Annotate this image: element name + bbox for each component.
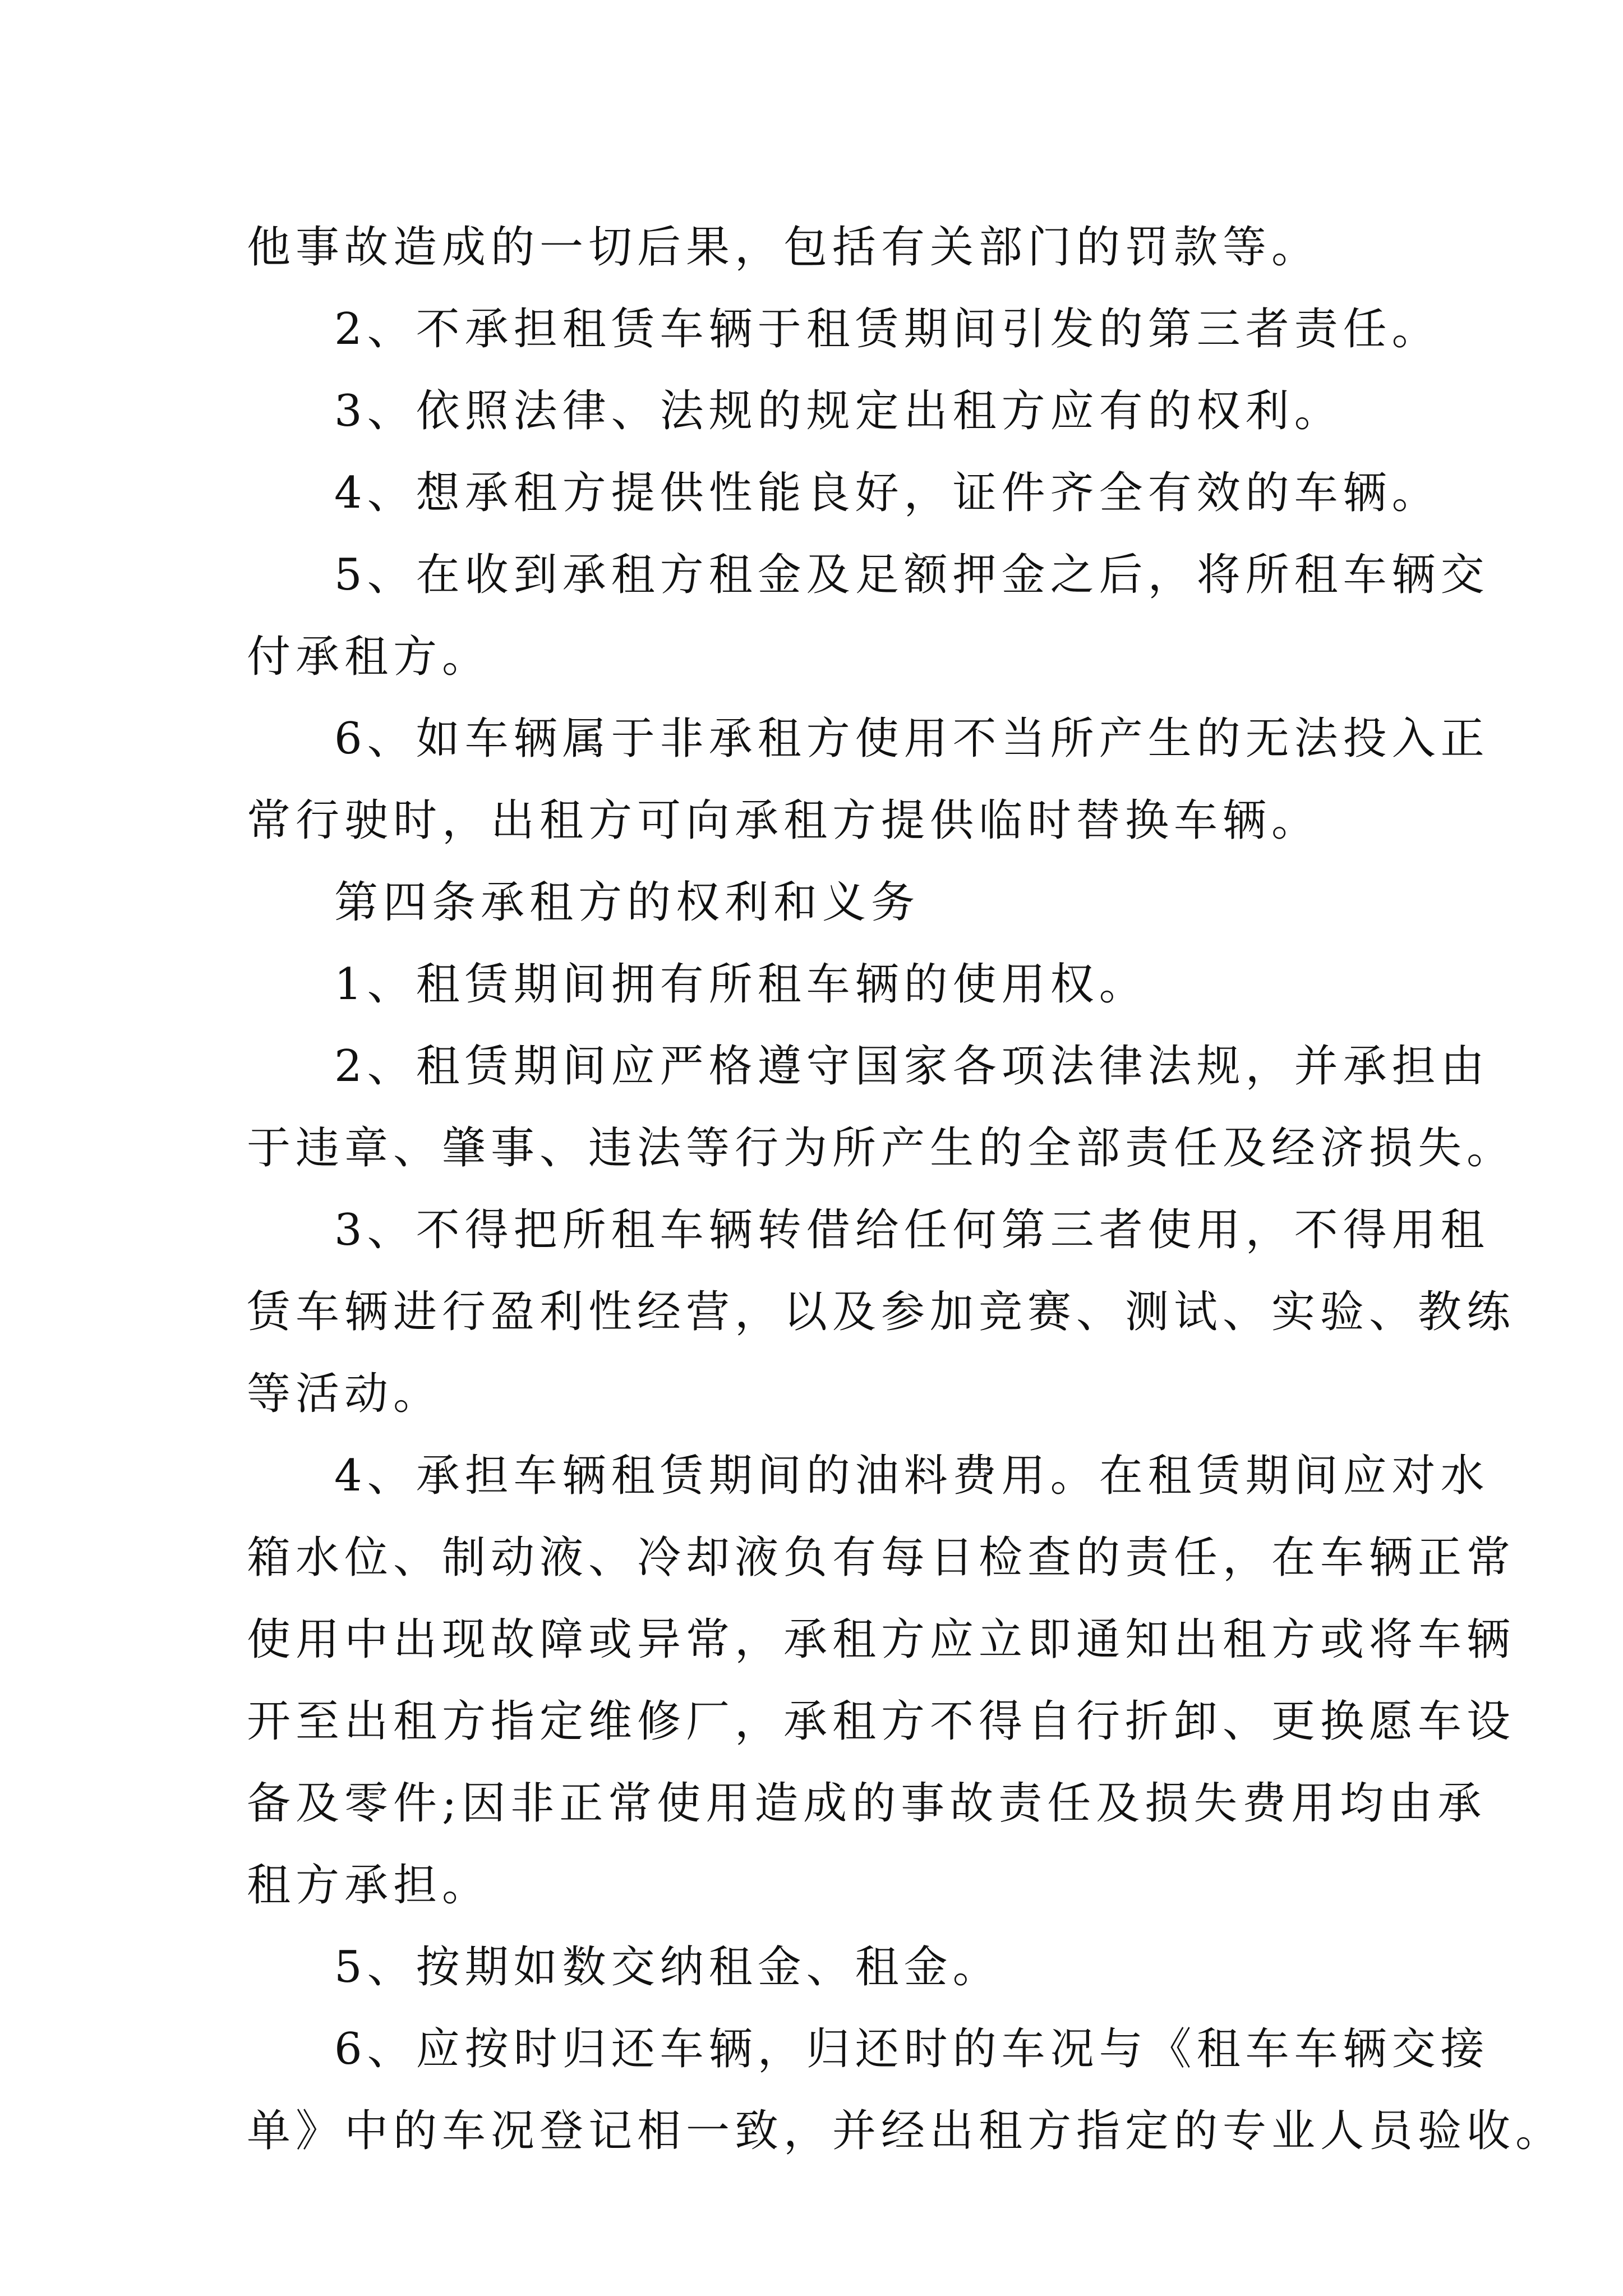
text-line: 常行驶时，出租方可向承租方提供临时替换车辆。 [247,795,1321,846]
text-line: 4、承担车辆租赁期间的油料费用。在租赁期间应对水 [334,1451,1490,1501]
text-line: 使用中出现故障或异常，承租方应立即通知出租方或将车辆 [247,1614,1516,1665]
text-line: 单》中的车况登记相一致，并经出租方指定的专业人员验收。 [247,2106,1565,2156]
text-line: 租方承担。 [247,1860,491,1911]
text-line: 1、租赁期间拥有所租车辆的使用权。 [334,959,1148,1010]
text-line: 6、如车辆属于非承租方使用不当所产生的无法投入正 [334,714,1490,764]
text-line: 于违章、肇事、违法等行为所产生的全部责任及经济损失。 [247,1123,1516,1174]
text-line: 箱水位、制动液、冷却液负有每日检查的责任，在车辆正常 [247,1533,1516,1583]
text-line: 4、想承租方提供性能良好，证件齐全有效的车辆。 [334,468,1441,518]
document-body [247,206,1565,2172]
section-heading: 第四条承租方的权利和义务 [334,877,920,928]
text-line: 付承租方。 [247,632,491,682]
text-line: 6、应按时归还车辆，归还时的车况与《租车车辆交接 [334,2024,1490,2074]
text-line: 2、租赁期间应严格遵守国家各项法律法规，并承担由 [334,1041,1490,1092]
text-line: 3、依照法律、法规的规定出租方应有的权利。 [334,386,1343,436]
text-line: 5、在收到承租方租金及足额押金之后，将所租车辆交 [334,550,1490,600]
text-line: 备及零件;因非正常使用造成的事故责任及损失费用均由承 [247,1778,1487,1829]
text-line: 5、按期如数交纳租金、租金。 [334,1942,1002,1993]
text-line: 3、不得把所租车辆转借给任何第三者使用，不得用租 [334,1205,1490,1255]
text-line: 等活动。 [247,1369,442,1419]
text-line: 他事故造成的一切后果，包括有关部门的罚款等。 [247,222,1321,273]
text-line: 开至出租方指定维修厂，承租方不得自行折卸、更换愿车设 [247,1696,1516,1747]
text-line: 赁车辆进行盈利性经营，以及参加竞赛、测试、实验、教练 [247,1287,1516,1337]
text-line: 2、不承担租赁车辆于租赁期间引发的第三者责任。 [334,304,1441,355]
